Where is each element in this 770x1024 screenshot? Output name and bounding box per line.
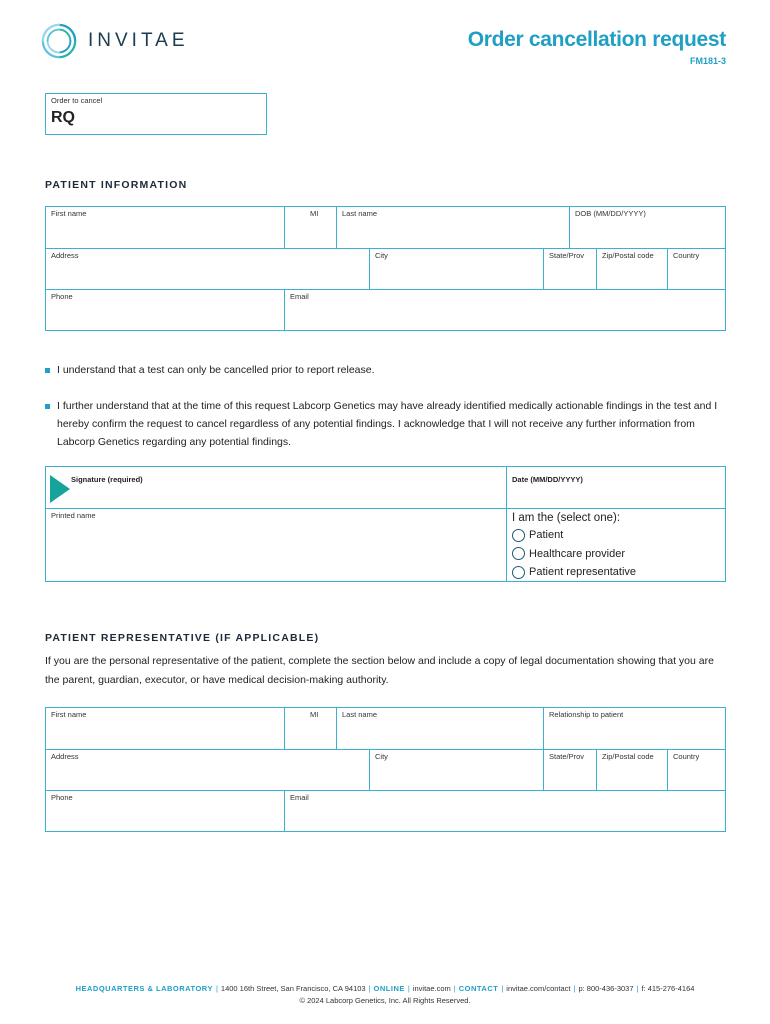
field-label: State/Prov (549, 251, 585, 260)
radio-button[interactable] (512, 529, 525, 542)
radio-button[interactable] (512, 547, 525, 560)
field-label: First name (51, 209, 87, 218)
bullet-square-icon (45, 404, 50, 409)
invitae-logo-icon (40, 22, 78, 60)
page-footer (0, 983, 770, 1007)
footer-online-label: ONLINE (373, 984, 405, 993)
printed-name-field[interactable] (46, 509, 507, 581)
patient-representative-heading: PATIENT REPRESENTATIVE (IF APPLICABLE) (45, 632, 320, 644)
footer-contact-line: HEADQUARTERS & LABORATORY | 1400 16th Street, San Francisco, CA 94103 | ONLINE | invitae.com | CONTACT | invitae.com/contact | p: 800-436-3037 | f: 415-276-4164 (75, 984, 695, 993)
radio-button[interactable] (512, 566, 525, 579)
field-label: Zip/Postal code (602, 752, 654, 761)
field-label: City (375, 752, 388, 761)
patient-information-grid (45, 206, 726, 331)
footer-phone: p: 800-436-3037 (578, 984, 634, 993)
rep-state-field[interactable] (543, 750, 596, 790)
footer-contact-label: CONTACT (458, 984, 499, 993)
footer-copyright: © 2024 Labcorp Genetics, Inc. All Rights Reserved. (299, 996, 471, 1005)
patient-phone-field[interactable] (46, 290, 284, 330)
rep-country-field[interactable] (667, 750, 725, 790)
patient-zip-field[interactable] (596, 249, 667, 289)
rep-first-name-field[interactable] (46, 708, 284, 749)
field-label: Country (673, 752, 700, 761)
signature-date-label: Date (MM/DD/YYYY) (512, 475, 583, 484)
invitae-logo (40, 22, 189, 60)
acknowledgement-text: I understand that a test can only be cancelled prior to report release. (57, 364, 375, 376)
field-label: City (375, 251, 388, 260)
patient-email-field[interactable] (284, 290, 725, 330)
signature-date-field[interactable] (507, 467, 725, 508)
logo-wordmark: INVITAE (88, 30, 189, 51)
field-label: Zip/Postal code (602, 251, 654, 260)
role-prompt: I am the (select one): (512, 512, 621, 524)
field-label: Last name (342, 710, 378, 719)
field-label: Address (51, 251, 79, 260)
rep-zip-field[interactable] (596, 750, 667, 790)
rep-last-name-field[interactable] (336, 708, 543, 749)
signature-section (45, 466, 726, 582)
printed-name-label: Printed name (51, 511, 96, 520)
patient-last-name-field[interactable] (336, 207, 569, 248)
field-label: Phone (51, 793, 73, 802)
footer-hq-label: HEADQUARTERS & LABORATORY (75, 984, 213, 993)
rep-address-field[interactable] (46, 750, 369, 790)
field-label: Country (673, 251, 700, 260)
footer-contact-link[interactable]: invitae.com/contact (506, 984, 571, 993)
rep-relationship-field[interactable] (543, 708, 725, 749)
field-label: Phone (51, 292, 73, 301)
footer-online-link[interactable]: invitae.com (412, 984, 451, 993)
field-label: MI (310, 209, 319, 218)
field-label: MI (310, 710, 319, 719)
patient-information-heading: PATIENT INFORMATION (45, 179, 188, 191)
footer-fax: f: 415-276-4164 (641, 984, 695, 993)
field-label: Last name (342, 209, 378, 218)
sign-here-arrow-icon (50, 475, 70, 503)
role-option-label: Patient representative (529, 566, 637, 579)
field-label: State/Prov (549, 752, 585, 761)
patient-city-field[interactable] (369, 249, 543, 289)
patient-country-field[interactable] (667, 249, 725, 289)
field-label: Email (290, 793, 309, 802)
bullet-square-icon (45, 368, 50, 373)
patient-first-name-field[interactable] (46, 207, 284, 248)
role-option-label: Patient (529, 529, 564, 542)
patient-mi-field[interactable] (284, 207, 336, 248)
footer-hq-address: 1400 16th Street, San Francisco, CA 94103 (220, 984, 366, 993)
page-title: Order cancellation request (467, 28, 726, 51)
representative-description: If you are the personal representative of the patient, complete the section below and include a copy of legal documentation showing that you are the parent, guardian, executor, or have medical decision-making authority. (45, 655, 714, 686)
signature-label: Signature (required) (71, 475, 143, 484)
patient-dob-field[interactable] (569, 207, 725, 248)
order-to-cancel-value: RQ (51, 109, 75, 126)
representative-grid (45, 707, 726, 832)
role-option-healthcare-provider[interactable] (512, 545, 720, 564)
order-to-cancel-label: Order to cancel (51, 96, 103, 105)
role-selection (507, 509, 725, 581)
patient-state-field[interactable] (543, 249, 596, 289)
order-to-cancel-field[interactable] (45, 93, 267, 135)
form-code: FM181-3 (689, 56, 726, 66)
role-option-label: Healthcare provider (529, 547, 625, 560)
field-label: First name (51, 710, 87, 719)
rep-email-field[interactable] (284, 791, 725, 831)
field-label: DOB (MM/DD/YYYY) (575, 209, 646, 218)
field-label: Address (51, 752, 79, 761)
acknowledgement-text: I further understand that at the time of this request Labcorp Genetics may have already identified medically actionable findings in the test and I hereby confirm the request to cancel regardless of any potential findings. I acknowledge that I will not receive any further information from Labcorp Genetics regarding any potential findings. (57, 400, 718, 448)
role-option-patient-representative[interactable] (512, 563, 720, 582)
acknowledgement-list (45, 361, 725, 451)
rep-phone-field[interactable] (46, 791, 284, 831)
list-item (45, 397, 725, 451)
field-label: Email (290, 292, 309, 301)
signature-field[interactable] (46, 467, 507, 508)
rep-mi-field[interactable] (284, 708, 336, 749)
field-label: Relationship to patient (549, 710, 624, 719)
patient-address-field[interactable] (46, 249, 369, 289)
role-option-patient[interactable] (512, 526, 720, 545)
list-item (45, 361, 725, 379)
rep-city-field[interactable] (369, 750, 543, 790)
